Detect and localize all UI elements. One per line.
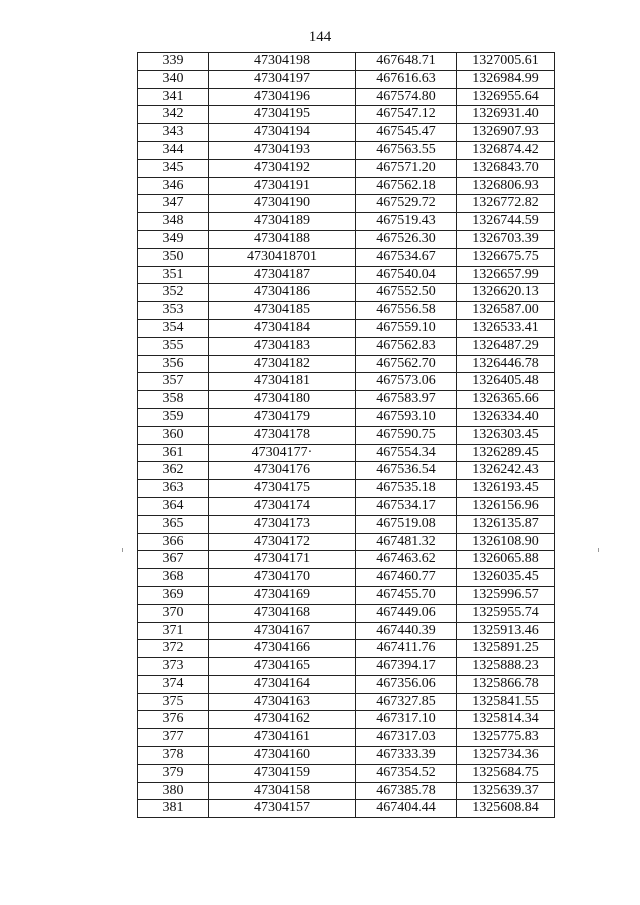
table-row bbox=[138, 480, 555, 498]
y-coordinate-cell: 1326907.93 bbox=[457, 124, 555, 142]
point-number-cell: 343 bbox=[138, 124, 209, 142]
point-number-cell: 370 bbox=[138, 604, 209, 622]
table-row bbox=[138, 729, 555, 747]
point-id-cell: 47304196 bbox=[209, 88, 356, 106]
table-row bbox=[138, 391, 555, 409]
y-coordinate-cell: 1326657.99 bbox=[457, 266, 555, 284]
table-row bbox=[138, 248, 555, 266]
point-number-cell: 349 bbox=[138, 230, 209, 248]
point-id-cell: 47304168 bbox=[209, 604, 356, 622]
y-coordinate-cell: 1325891.25 bbox=[457, 640, 555, 658]
point-id-cell: 47304163 bbox=[209, 693, 356, 711]
y-coordinate-cell: 1326675.75 bbox=[457, 248, 555, 266]
x-coordinate-cell: 467526.30 bbox=[356, 230, 457, 248]
x-coordinate-cell: 467648.71 bbox=[356, 53, 457, 71]
point-id-cell: 4730418701 bbox=[209, 248, 356, 266]
point-number-cell: 344 bbox=[138, 141, 209, 159]
point-id-cell: 47304188 bbox=[209, 230, 356, 248]
point-id-cell: 47304164 bbox=[209, 675, 356, 693]
table-row bbox=[138, 355, 555, 373]
x-coordinate-cell: 467574.80 bbox=[356, 88, 457, 106]
point-id-cell: 47304160 bbox=[209, 747, 356, 765]
point-number-cell: 340 bbox=[138, 70, 209, 88]
point-id-cell: 47304162 bbox=[209, 711, 356, 729]
table-row bbox=[138, 213, 555, 231]
y-coordinate-cell: 1326405.48 bbox=[457, 373, 555, 391]
point-id-cell: 47304167 bbox=[209, 622, 356, 640]
point-number-cell: 372 bbox=[138, 640, 209, 658]
table-row bbox=[138, 622, 555, 640]
y-coordinate-cell: 1325814.34 bbox=[457, 711, 555, 729]
y-coordinate-cell: 1326135.87 bbox=[457, 515, 555, 533]
x-coordinate-cell: 467571.20 bbox=[356, 159, 457, 177]
point-number-cell: 374 bbox=[138, 675, 209, 693]
y-coordinate-cell: 1326772.82 bbox=[457, 195, 555, 213]
point-number-cell: 369 bbox=[138, 586, 209, 604]
x-coordinate-cell: 467519.43 bbox=[356, 213, 457, 231]
point-id-cell: 47304176 bbox=[209, 462, 356, 480]
point-id-cell: 47304157 bbox=[209, 800, 356, 818]
point-id-cell: 47304191 bbox=[209, 177, 356, 195]
table-row bbox=[138, 124, 555, 142]
point-number-cell: 375 bbox=[138, 693, 209, 711]
point-id-cell: 47304171 bbox=[209, 551, 356, 569]
point-number-cell: 350 bbox=[138, 248, 209, 266]
y-coordinate-cell: 1326806.93 bbox=[457, 177, 555, 195]
point-id-cell: 47304187 bbox=[209, 266, 356, 284]
point-id-cell: 47304180 bbox=[209, 391, 356, 409]
y-coordinate-cell: 1325913.46 bbox=[457, 622, 555, 640]
y-coordinate-cell: 1326108.90 bbox=[457, 533, 555, 551]
x-coordinate-cell: 467616.63 bbox=[356, 70, 457, 88]
y-coordinate-cell: 1325955.74 bbox=[457, 604, 555, 622]
table-row bbox=[138, 53, 555, 71]
x-coordinate-cell: 467535.18 bbox=[356, 480, 457, 498]
point-id-cell: 47304159 bbox=[209, 764, 356, 782]
point-id-cell: 47304170 bbox=[209, 569, 356, 587]
point-id-cell: 47304174 bbox=[209, 497, 356, 515]
point-id-cell: 47304190 bbox=[209, 195, 356, 213]
point-number-cell: 378 bbox=[138, 747, 209, 765]
y-coordinate-cell: 1325866.78 bbox=[457, 675, 555, 693]
point-number-cell: 365 bbox=[138, 515, 209, 533]
table-row bbox=[138, 693, 555, 711]
y-coordinate-cell: 1325734.36 bbox=[457, 747, 555, 765]
point-id-cell: 47304179 bbox=[209, 408, 356, 426]
y-coordinate-cell: 1325996.57 bbox=[457, 586, 555, 604]
point-number-cell: 352 bbox=[138, 284, 209, 302]
point-number-cell: 363 bbox=[138, 480, 209, 498]
coordinates-table bbox=[137, 52, 555, 818]
table-row bbox=[138, 462, 555, 480]
point-id-cell: 47304165 bbox=[209, 658, 356, 676]
x-coordinate-cell: 467317.03 bbox=[356, 729, 457, 747]
y-coordinate-cell: 1326193.45 bbox=[457, 480, 555, 498]
point-number-cell: 361 bbox=[138, 444, 209, 462]
point-id-cell: 47304178 bbox=[209, 426, 356, 444]
y-coordinate-cell: 1325608.84 bbox=[457, 800, 555, 818]
table-row bbox=[138, 658, 555, 676]
x-coordinate-cell: 467404.44 bbox=[356, 800, 457, 818]
table-row bbox=[138, 284, 555, 302]
x-coordinate-cell: 467455.70 bbox=[356, 586, 457, 604]
x-coordinate-cell: 467583.97 bbox=[356, 391, 457, 409]
point-id-cell: 47304185 bbox=[209, 302, 356, 320]
y-coordinate-cell: 1325841.55 bbox=[457, 693, 555, 711]
point-id-cell: 47304169 bbox=[209, 586, 356, 604]
x-coordinate-cell: 467481.32 bbox=[356, 533, 457, 551]
y-coordinate-cell: 1326984.99 bbox=[457, 70, 555, 88]
table-row bbox=[138, 319, 555, 337]
point-id-cell: 47304177· bbox=[209, 444, 356, 462]
table-row bbox=[138, 106, 555, 124]
point-id-cell: 47304161 bbox=[209, 729, 356, 747]
table-row bbox=[138, 337, 555, 355]
y-coordinate-cell: 1326156.96 bbox=[457, 497, 555, 515]
page-number: 144 bbox=[308, 29, 332, 45]
x-coordinate-cell: 467354.52 bbox=[356, 764, 457, 782]
point-id-cell: 47304183 bbox=[209, 337, 356, 355]
table-row bbox=[138, 426, 555, 444]
table-row bbox=[138, 800, 555, 818]
x-coordinate-cell: 467552.50 bbox=[356, 284, 457, 302]
y-coordinate-cell: 1326931.40 bbox=[457, 106, 555, 124]
y-coordinate-cell: 1326744.59 bbox=[457, 213, 555, 231]
x-coordinate-cell: 467317.10 bbox=[356, 711, 457, 729]
point-number-cell: 342 bbox=[138, 106, 209, 124]
point-number-cell: 368 bbox=[138, 569, 209, 587]
x-coordinate-cell: 467394.17 bbox=[356, 658, 457, 676]
table-row bbox=[138, 266, 555, 284]
x-coordinate-cell: 467529.72 bbox=[356, 195, 457, 213]
point-id-cell: 47304172 bbox=[209, 533, 356, 551]
x-coordinate-cell: 467333.39 bbox=[356, 747, 457, 765]
table-row bbox=[138, 533, 555, 551]
point-id-cell: 47304175 bbox=[209, 480, 356, 498]
x-coordinate-cell: 467536.54 bbox=[356, 462, 457, 480]
point-number-cell: 376 bbox=[138, 711, 209, 729]
point-number-cell: 351 bbox=[138, 266, 209, 284]
y-coordinate-cell: 1326703.39 bbox=[457, 230, 555, 248]
x-coordinate-cell: 467449.06 bbox=[356, 604, 457, 622]
x-coordinate-cell: 467356.06 bbox=[356, 675, 457, 693]
x-coordinate-cell: 467460.77 bbox=[356, 569, 457, 587]
x-coordinate-cell: 467562.70 bbox=[356, 355, 457, 373]
point-number-cell: 355 bbox=[138, 337, 209, 355]
y-coordinate-cell: 1326242.43 bbox=[457, 462, 555, 480]
point-number-cell: 358 bbox=[138, 391, 209, 409]
y-coordinate-cell: 1326289.45 bbox=[457, 444, 555, 462]
point-number-cell: 353 bbox=[138, 302, 209, 320]
y-coordinate-cell: 1326533.41 bbox=[457, 319, 555, 337]
y-coordinate-cell: 1326843.70 bbox=[457, 159, 555, 177]
point-number-cell: 364 bbox=[138, 497, 209, 515]
table-row bbox=[138, 551, 555, 569]
table-row bbox=[138, 70, 555, 88]
y-coordinate-cell: 1326874.42 bbox=[457, 141, 555, 159]
x-coordinate-cell: 467540.04 bbox=[356, 266, 457, 284]
point-number-cell: 357 bbox=[138, 373, 209, 391]
x-coordinate-cell: 467545.47 bbox=[356, 124, 457, 142]
point-number-cell: 371 bbox=[138, 622, 209, 640]
x-coordinate-cell: 467534.67 bbox=[356, 248, 457, 266]
point-number-cell: 381 bbox=[138, 800, 209, 818]
point-id-cell: 47304197 bbox=[209, 70, 356, 88]
point-id-cell: 47304166 bbox=[209, 640, 356, 658]
point-number-cell: 346 bbox=[138, 177, 209, 195]
table-row bbox=[138, 782, 555, 800]
point-number-cell: 367 bbox=[138, 551, 209, 569]
x-coordinate-cell: 467411.76 bbox=[356, 640, 457, 658]
table-row bbox=[138, 88, 555, 106]
x-coordinate-cell: 467590.75 bbox=[356, 426, 457, 444]
y-coordinate-cell: 1326303.45 bbox=[457, 426, 555, 444]
point-number-cell: 345 bbox=[138, 159, 209, 177]
y-coordinate-cell: 1326065.88 bbox=[457, 551, 555, 569]
y-coordinate-cell: 1325888.23 bbox=[457, 658, 555, 676]
x-coordinate-cell: 467440.39 bbox=[356, 622, 457, 640]
y-coordinate-cell: 1326587.00 bbox=[457, 302, 555, 320]
point-id-cell: 47304194 bbox=[209, 124, 356, 142]
table-row bbox=[138, 373, 555, 391]
table-row bbox=[138, 177, 555, 195]
x-coordinate-cell: 467556.58 bbox=[356, 302, 457, 320]
point-number-cell: 360 bbox=[138, 426, 209, 444]
margin-mark-left bbox=[122, 548, 123, 552]
point-number-cell: 373 bbox=[138, 658, 209, 676]
table-body bbox=[138, 53, 555, 818]
table-row bbox=[138, 141, 555, 159]
y-coordinate-cell: 1326955.64 bbox=[457, 88, 555, 106]
x-coordinate-cell: 467573.06 bbox=[356, 373, 457, 391]
point-id-cell: 47304186 bbox=[209, 284, 356, 302]
point-number-cell: 348 bbox=[138, 213, 209, 231]
y-coordinate-cell: 1326365.66 bbox=[457, 391, 555, 409]
y-coordinate-cell: 1327005.61 bbox=[457, 53, 555, 71]
y-coordinate-cell: 1326620.13 bbox=[457, 284, 555, 302]
x-coordinate-cell: 467559.10 bbox=[356, 319, 457, 337]
margin-mark-right bbox=[598, 548, 599, 552]
point-number-cell: 341 bbox=[138, 88, 209, 106]
table-row bbox=[138, 408, 555, 426]
table-row bbox=[138, 302, 555, 320]
y-coordinate-cell: 1325775.83 bbox=[457, 729, 555, 747]
table-row bbox=[138, 604, 555, 622]
x-coordinate-cell: 467519.08 bbox=[356, 515, 457, 533]
table-row bbox=[138, 675, 555, 693]
x-coordinate-cell: 467562.18 bbox=[356, 177, 457, 195]
table-row bbox=[138, 747, 555, 765]
table-row bbox=[138, 764, 555, 782]
point-id-cell: 47304195 bbox=[209, 106, 356, 124]
point-number-cell: 366 bbox=[138, 533, 209, 551]
x-coordinate-cell: 467385.78 bbox=[356, 782, 457, 800]
table-row bbox=[138, 195, 555, 213]
x-coordinate-cell: 467327.85 bbox=[356, 693, 457, 711]
table-row bbox=[138, 711, 555, 729]
point-id-cell: 47304192 bbox=[209, 159, 356, 177]
y-coordinate-cell: 1325684.75 bbox=[457, 764, 555, 782]
point-id-cell: 47304158 bbox=[209, 782, 356, 800]
point-id-cell: 47304184 bbox=[209, 319, 356, 337]
table-row bbox=[138, 586, 555, 604]
x-coordinate-cell: 467463.62 bbox=[356, 551, 457, 569]
y-coordinate-cell: 1325639.37 bbox=[457, 782, 555, 800]
point-number-cell: 354 bbox=[138, 319, 209, 337]
table-row bbox=[138, 159, 555, 177]
y-coordinate-cell: 1326035.45 bbox=[457, 569, 555, 587]
x-coordinate-cell: 467554.34 bbox=[356, 444, 457, 462]
table-row bbox=[138, 640, 555, 658]
point-number-cell: 380 bbox=[138, 782, 209, 800]
point-number-cell: 379 bbox=[138, 764, 209, 782]
point-number-cell: 356 bbox=[138, 355, 209, 373]
x-coordinate-cell: 467562.83 bbox=[356, 337, 457, 355]
y-coordinate-cell: 1326334.40 bbox=[457, 408, 555, 426]
x-coordinate-cell: 467534.17 bbox=[356, 497, 457, 515]
point-number-cell: 377 bbox=[138, 729, 209, 747]
x-coordinate-cell: 467593.10 bbox=[356, 408, 457, 426]
table-row bbox=[138, 515, 555, 533]
point-id-cell: 47304182 bbox=[209, 355, 356, 373]
table-row bbox=[138, 497, 555, 515]
point-id-cell: 47304198 bbox=[209, 53, 356, 71]
point-id-cell: 47304181 bbox=[209, 373, 356, 391]
y-coordinate-cell: 1326487.29 bbox=[457, 337, 555, 355]
x-coordinate-cell: 467547.12 bbox=[356, 106, 457, 124]
table-row bbox=[138, 230, 555, 248]
point-id-cell: 47304173 bbox=[209, 515, 356, 533]
point-id-cell: 47304193 bbox=[209, 141, 356, 159]
point-number-cell: 359 bbox=[138, 408, 209, 426]
point-id-cell: 47304189 bbox=[209, 213, 356, 231]
point-number-cell: 339 bbox=[138, 53, 209, 71]
table-row bbox=[138, 444, 555, 462]
point-number-cell: 347 bbox=[138, 195, 209, 213]
y-coordinate-cell: 1326446.78 bbox=[457, 355, 555, 373]
x-coordinate-cell: 467563.55 bbox=[356, 141, 457, 159]
point-number-cell: 362 bbox=[138, 462, 209, 480]
table-row bbox=[138, 569, 555, 587]
